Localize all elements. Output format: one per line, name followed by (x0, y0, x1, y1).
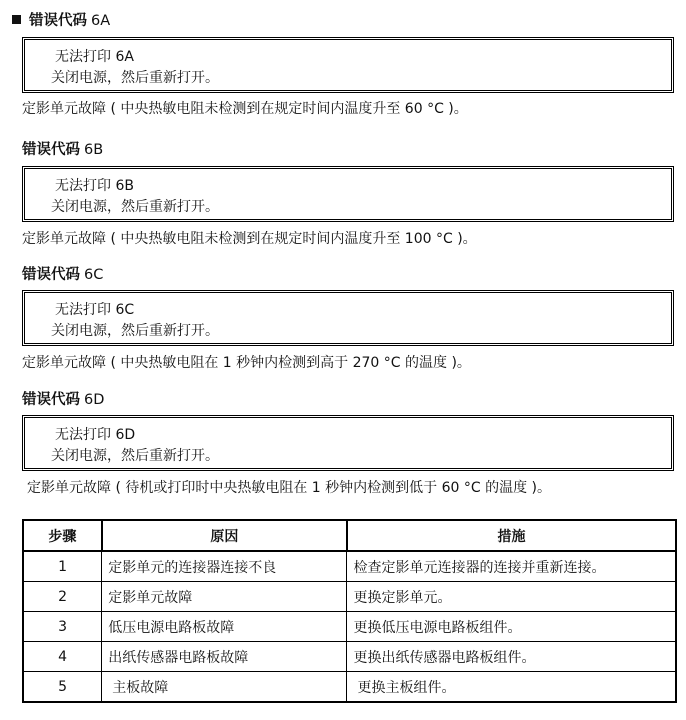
message-box-6d (22, 415, 674, 471)
action-cell: 更换定影单元。 (347, 582, 676, 612)
message-line-1: 无法打印 6A (55, 49, 134, 65)
message-line-2: 关闭电源，然后重新打开。 (51, 448, 219, 464)
table-row (23, 582, 676, 612)
step-cell: 5 (23, 672, 102, 703)
step-cell: 4 (23, 642, 102, 672)
message-line-1: 无法打印 6C (55, 302, 135, 318)
table-row (23, 642, 676, 672)
step-cell: 1 (23, 551, 102, 582)
table-row (23, 551, 676, 582)
cause-cell: 低压电源电路板故障 (102, 612, 347, 642)
section-heading-6a: 错误代码 6A (12, 12, 110, 30)
error-description-6d: 定影单元故障 ( 待机或打印时中央热敏电阻在 1 秒钟内检测到低于 60 °C 的温度 )。 (27, 480, 552, 496)
section-heading-6c: 错误代码 6C (22, 267, 104, 283)
table-row (23, 612, 676, 642)
bullet-square-icon (12, 15, 21, 24)
section-heading-6b: 错误代码 6B (22, 142, 104, 158)
step-cell: 2 (23, 582, 102, 612)
cause-cell: 定影单元故障 (102, 582, 347, 612)
error-description-6c: 定影单元故障 ( 中央热敏电阻在 1 秒钟内检测到高于 270 °C 的温度 )。 (22, 355, 471, 371)
message-line-1: 无法打印 6B (55, 178, 134, 194)
message-line-1: 无法打印 6D (55, 427, 136, 443)
message-box-6b (22, 166, 674, 222)
step-cell: 3 (23, 612, 102, 642)
section-heading-6d: 错误代码 6D (22, 392, 105, 408)
column-header-step: 步骤 (23, 520, 102, 551)
action-cell: 更换主板组件。 (347, 672, 676, 703)
table-row (23, 672, 676, 703)
table-header-row (23, 520, 676, 551)
column-header-cause: 原因 (102, 520, 347, 551)
cause-cell: 定影单元的连接器连接不良 (102, 551, 347, 582)
message-line-2: 关闭电源，然后重新打开。 (51, 323, 219, 339)
troubleshooting-table (22, 519, 677, 703)
error-description-6a: 定影单元故障 ( 中央热敏电阻未检测到在规定时间内温度升至 60 °C )。 (22, 101, 468, 117)
message-box-6c (22, 290, 674, 346)
message-line-2: 关闭电源，然后重新打开。 (51, 199, 219, 215)
column-header-action: 措施 (347, 520, 676, 551)
action-cell: 更换出纸传感器电路板组件。 (347, 642, 676, 672)
action-cell: 更换低压电源电路板组件。 (347, 612, 676, 642)
message-line-2: 关闭电源，然后重新打开。 (51, 70, 219, 86)
error-description-6b: 定影单元故障 ( 中央热敏电阻未检测到在规定时间内温度升至 100 °C )。 (22, 231, 477, 247)
action-cell: 检查定影单元连接器的连接并重新连接。 (347, 551, 676, 582)
cause-cell: 出纸传感器电路板故障 (102, 642, 347, 672)
message-box-6a (22, 37, 674, 93)
cause-cell: 主板故障 (102, 672, 347, 703)
